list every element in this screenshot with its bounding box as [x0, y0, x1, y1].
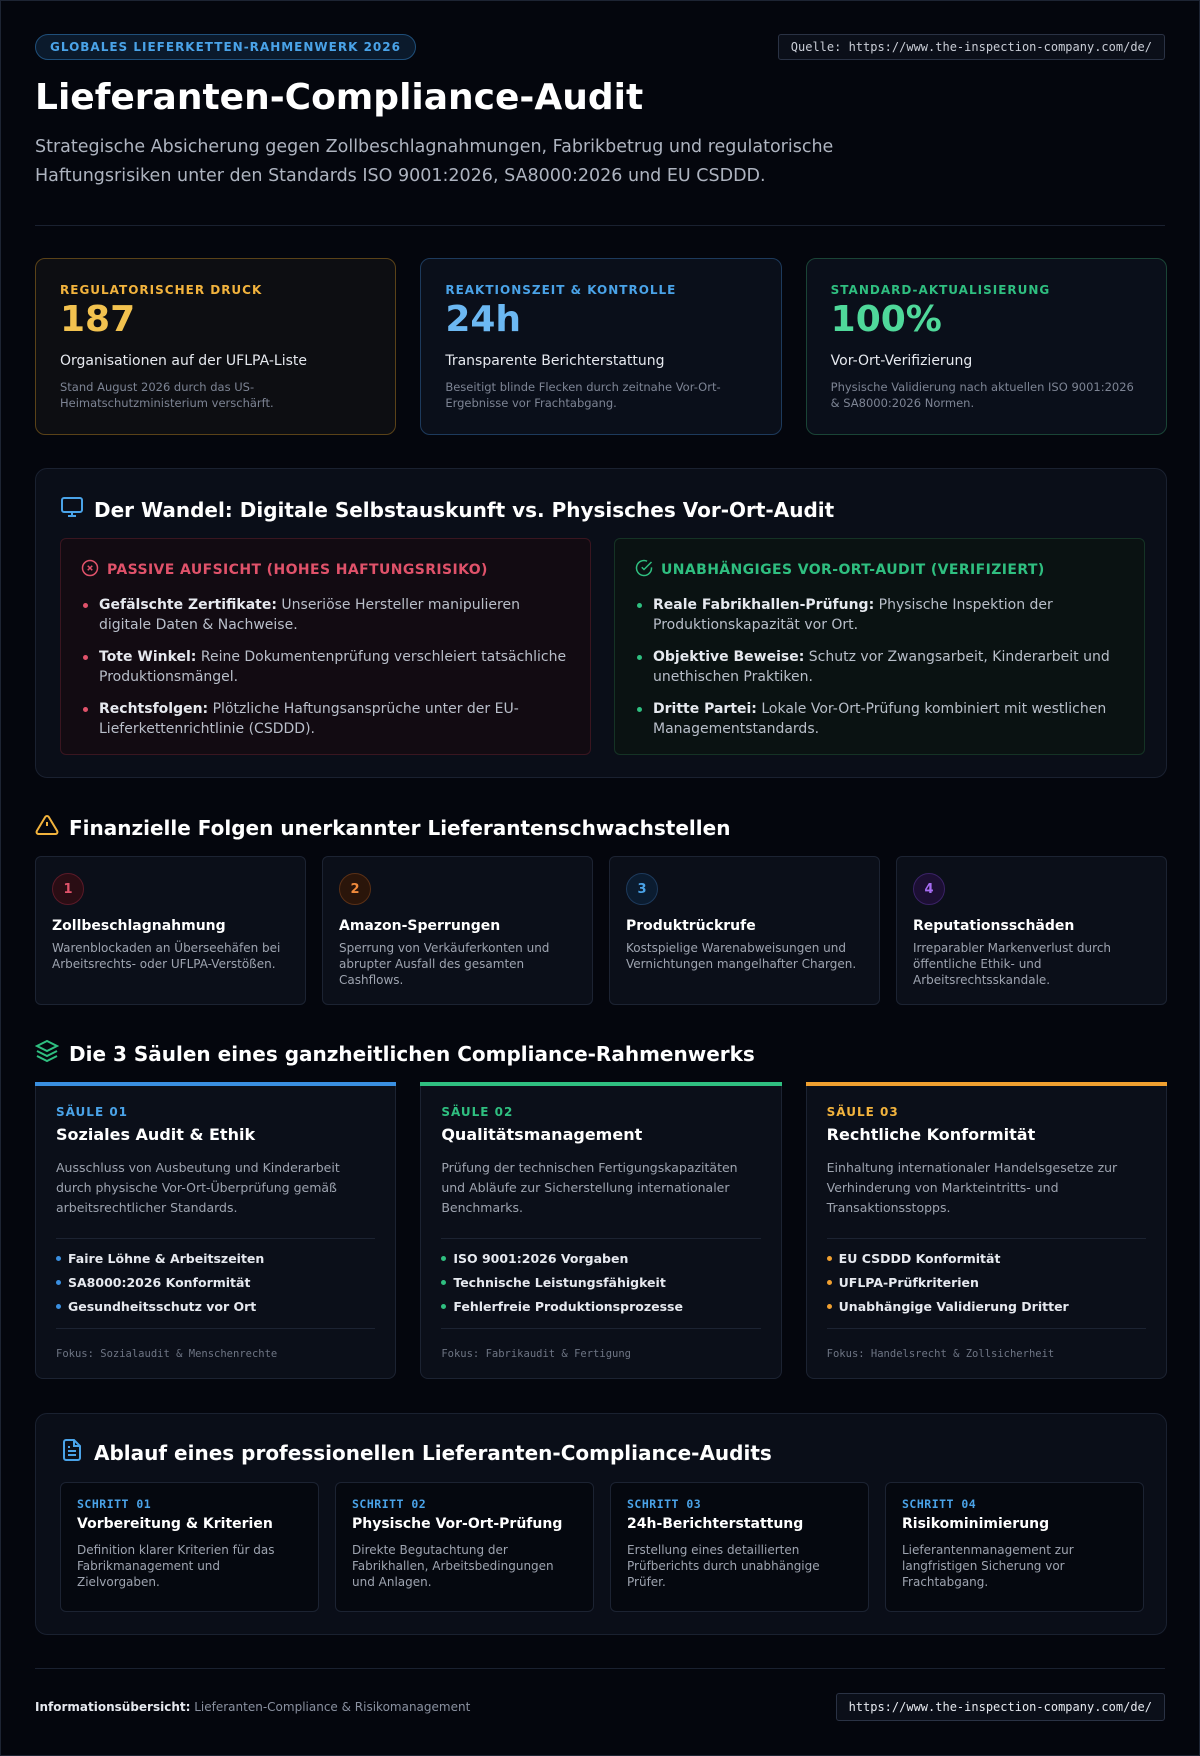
financial-title: Finanzielle Folgen unerkannter Lieferantenschwachstellen	[69, 815, 731, 840]
passive-heading	[81, 559, 570, 581]
passive-heading-text: PASSIVE AUFSICHT (HOHES HAFTUNGSRISIKO)	[107, 562, 488, 578]
step-description: Direkte Begutachtung der Fabrikhallen, Arbeitsbedingungen und Anlagen.	[352, 1543, 554, 1589]
step-label: SCHRITT 04	[902, 1497, 977, 1511]
list-item: Gefälschte Zertifikate: Unseriöse Hersteller manipulieren digitale Daten & Nachweise.	[81, 595, 570, 635]
pillar-focus: Fokus: Handelsrecht & Zollsicherheit	[827, 1328, 1146, 1378]
divider	[827, 1238, 1146, 1239]
process-heading	[60, 1438, 772, 1467]
step-description: Definition klarer Kriterien für das Fabrikmanagement und Zielvorgaben.	[77, 1543, 275, 1589]
passive-oversight-column	[60, 538, 591, 755]
framework-tag: GLOBALES LIEFERKETTEN-RAHMENWERK 2026	[35, 34, 416, 60]
pillar-label: SÄULE 02	[441, 1105, 514, 1119]
stats-row	[35, 258, 1167, 435]
pillar-accent-bar	[35, 1082, 396, 1086]
number-badge: 2	[339, 873, 371, 905]
step-description: Erstellung eines detaillierten Prüfberichts durch unabhängige Prüfer.	[627, 1543, 820, 1589]
consequence-card	[609, 856, 880, 1005]
pillar-card	[35, 1082, 396, 1379]
passive-list	[81, 595, 570, 739]
pillars-row	[35, 1082, 1167, 1379]
divider	[35, 1668, 1165, 1669]
pillar-accent-bar	[806, 1082, 1167, 1086]
stat-card-standard	[806, 258, 1167, 435]
footer	[35, 1693, 1165, 1721]
consequence-card	[896, 856, 1167, 1005]
list-item: Faire Löhne & Arbeitszeiten	[56, 1251, 375, 1266]
pillar-accent-bar	[420, 1082, 781, 1086]
list-item: EU CSDDD Konformität	[827, 1251, 1146, 1266]
list-item: UFLPA-Prüfkriterien	[827, 1275, 1146, 1290]
consequence-title: Amazon-Sperrungen	[339, 918, 501, 934]
stat-note: Physische Validierung nach aktuellen ISO 9001:2026 & SA8000:2026 Normen.	[830, 380, 1134, 410]
pillar-card	[420, 1082, 781, 1379]
process-title: Ablauf eines professionellen Lieferanten-Compliance-Audits	[94, 1440, 772, 1465]
footer-summary: Informationsübersicht: Lieferanten-Compliance & Risikomanagement	[35, 1700, 471, 1714]
top-bar	[35, 34, 1165, 60]
independent-list	[635, 595, 1124, 739]
stat-card-regulatory	[35, 258, 396, 435]
page-title: Lieferanten-Compliance-Audit	[35, 77, 644, 118]
pillar-focus: Fokus: Fabrikaudit & Fertigung	[441, 1328, 760, 1378]
document-icon	[60, 1438, 84, 1467]
list-item: Unabhängige Validierung Dritter	[827, 1299, 1146, 1314]
step-title: 24h-Berichterstattung	[627, 1516, 804, 1532]
financial-cards	[35, 856, 1167, 1005]
consequence-description: Warenblockaden an Überseehäfen bei Arbeitsrechts- oder UFLPA-Verstößen.	[52, 941, 281, 971]
step-title: Risikominimierung	[902, 1516, 1050, 1532]
comparison-heading	[60, 495, 834, 524]
pillar-points	[56, 1251, 375, 1314]
pillar-title: Rechtliche Konformität	[826, 1125, 1036, 1144]
list-item: Rechtsfolgen: Plötzliche Haftungsansprüche unter der EU-Lieferkettenrichtlinie (CSDDD).	[81, 699, 570, 739]
divider	[56, 1238, 375, 1239]
pillar-card	[806, 1082, 1167, 1379]
stat-card-reaction	[420, 258, 781, 435]
stat-label: REAKTIONSZEIT & KONTROLLE	[445, 283, 677, 297]
source-link[interactable]: Quelle: https://www.the-inspection-company.com/de/	[778, 34, 1165, 60]
stat-description: Vor-Ort-Verifizierung	[830, 353, 973, 369]
stat-note: Stand August 2026 durch das US-Heimatschutzministerium verschärft.	[60, 380, 274, 410]
list-item: Fehlerfreie Produktionsprozesse	[441, 1299, 760, 1314]
process-step	[60, 1482, 319, 1612]
independent-heading	[635, 559, 1124, 581]
consequence-card	[322, 856, 593, 1005]
financial-heading	[35, 813, 730, 842]
number-badge: 4	[913, 873, 945, 905]
list-item: Dritte Partei: Lokale Vor-Ort-Prüfung kombiniert mit westlichen Managementstandards.	[635, 699, 1124, 739]
step-title: Physische Vor-Ort-Prüfung	[352, 1516, 563, 1532]
list-item: Technische Leistungsfähigkeit	[441, 1275, 760, 1290]
consequence-title: Produktrückrufe	[626, 918, 756, 934]
stat-value: 24h	[445, 299, 522, 340]
number-badge: 1	[52, 873, 84, 905]
stat-description: Organisationen auf der UFLPA-Liste	[60, 353, 307, 369]
stat-note: Beseitigt blinde Flecken durch zeitnahe Vor-Ort-Ergebnisse vor Frachtabgang.	[445, 380, 721, 410]
warning-triangle-icon	[35, 813, 59, 842]
stat-value: 100%	[830, 299, 942, 340]
number-badge: 3	[626, 873, 658, 905]
pillar-label: SÄULE 01	[56, 1105, 129, 1119]
comparison-section	[35, 468, 1167, 778]
divider	[35, 225, 1165, 226]
list-item: Objektive Beweise: Schutz vor Zwangsarbeit, Kinderarbeit und unethischen Praktiken.	[635, 647, 1124, 687]
list-item: Tote Winkel: Reine Dokumentenprüfung verschleiert tatsächliche Produktionsmängel.	[81, 647, 570, 687]
process-steps	[60, 1482, 1144, 1612]
stat-value: 187	[60, 299, 136, 340]
independent-heading-text: UNABHÄNGIGES VOR-ORT-AUDIT (VERIFIZIERT)	[661, 562, 1045, 578]
process-step	[885, 1482, 1144, 1612]
page-subtitle: Strategische Absicherung gegen Zollbeschlagnahmungen, Fabrikbetrug und regulatorische Haftungsrisiken unter den Standards ISO 9001:2026, SA8000:2026 und EU CSDDD.	[35, 137, 834, 186]
pillar-label: SÄULE 03	[826, 1105, 899, 1119]
step-label: SCHRITT 01	[77, 1497, 152, 1511]
list-item: Gesundheitsschutz vor Ort	[56, 1299, 375, 1314]
pillar-description: Prüfung der technischen Fertigungskapazitäten und Abläufe zur Sicherstellung internationaler Benchmarks.	[441, 1160, 738, 1215]
independent-audit-column	[614, 538, 1145, 755]
process-step	[335, 1482, 594, 1612]
divider	[441, 1238, 760, 1239]
stat-description: Transparente Berichterstattung	[445, 353, 665, 369]
step-description: Lieferantenmanagement zur langfristigen Sicherung vor Frachtabgang.	[902, 1543, 1074, 1589]
pillar-points	[441, 1251, 760, 1314]
stat-label: REGULATORISCHER DRUCK	[60, 283, 263, 297]
monitor-icon	[60, 495, 84, 524]
pillar-title: Soziales Audit & Ethik	[56, 1125, 256, 1144]
consequence-title: Zollbeschlagnahmung	[52, 918, 226, 934]
list-item: Reale Fabrikhallen-Prüfung: Physische Inspektion der Produktionskapazität vor Ort.	[635, 595, 1124, 635]
x-circle-icon	[81, 559, 99, 581]
layers-icon	[35, 1039, 59, 1068]
consequence-card	[35, 856, 306, 1005]
pillar-description: Ausschluss von Ausbeutung und Kinderarbeit durch physische Vor-Ort-Überprüfung gemäß arbeitsrechtlicher Standards.	[56, 1160, 340, 1215]
process-step	[610, 1482, 869, 1612]
list-item: ISO 9001:2026 Vorgaben	[441, 1251, 760, 1266]
step-title: Vorbereitung & Kriterien	[77, 1516, 273, 1532]
consequence-description: Kostspielige Warenabweisungen und Vernichtungen mangelhafter Chargen.	[626, 941, 857, 971]
check-circle-icon	[635, 559, 653, 581]
pillars-heading	[35, 1039, 755, 1068]
step-label: SCHRITT 03	[627, 1497, 702, 1511]
consequence-description: Irreparabler Markenverlust durch öffentliche Ethik- und Arbeitsrechtsskandale.	[913, 941, 1112, 987]
consequence-title: Reputationsschäden	[913, 918, 1075, 934]
list-item: SA8000:2026 Konformität	[56, 1275, 375, 1290]
pillars-title: Die 3 Säulen eines ganzheitlichen Compliance-Rahmenwerks	[69, 1041, 755, 1066]
process-section	[35, 1413, 1167, 1635]
pillar-points	[827, 1251, 1146, 1314]
consequence-description: Sperrung von Verkäuferkonten und abrupter Ausfall des gesamten Cashflows.	[339, 941, 550, 987]
pillar-focus: Fokus: Sozialaudit & Menschenrechte	[56, 1328, 375, 1378]
pillar-description: Einhaltung internationaler Handelsgesetze zur Verhinderung von Markteintritts- und Transaktionsstopps.	[826, 1160, 1118, 1215]
footer-url[interactable]: https://www.the-inspection-company.com/de/	[836, 1693, 1165, 1721]
pillar-title: Qualitätsmanagement	[441, 1125, 643, 1144]
stat-label: STANDARD-AKTUALISIERUNG	[830, 283, 1051, 297]
step-label: SCHRITT 02	[352, 1497, 427, 1511]
comparison-title: Der Wandel: Digitale Selbstauskunft vs. Physisches Vor-Ort-Audit	[94, 497, 835, 522]
